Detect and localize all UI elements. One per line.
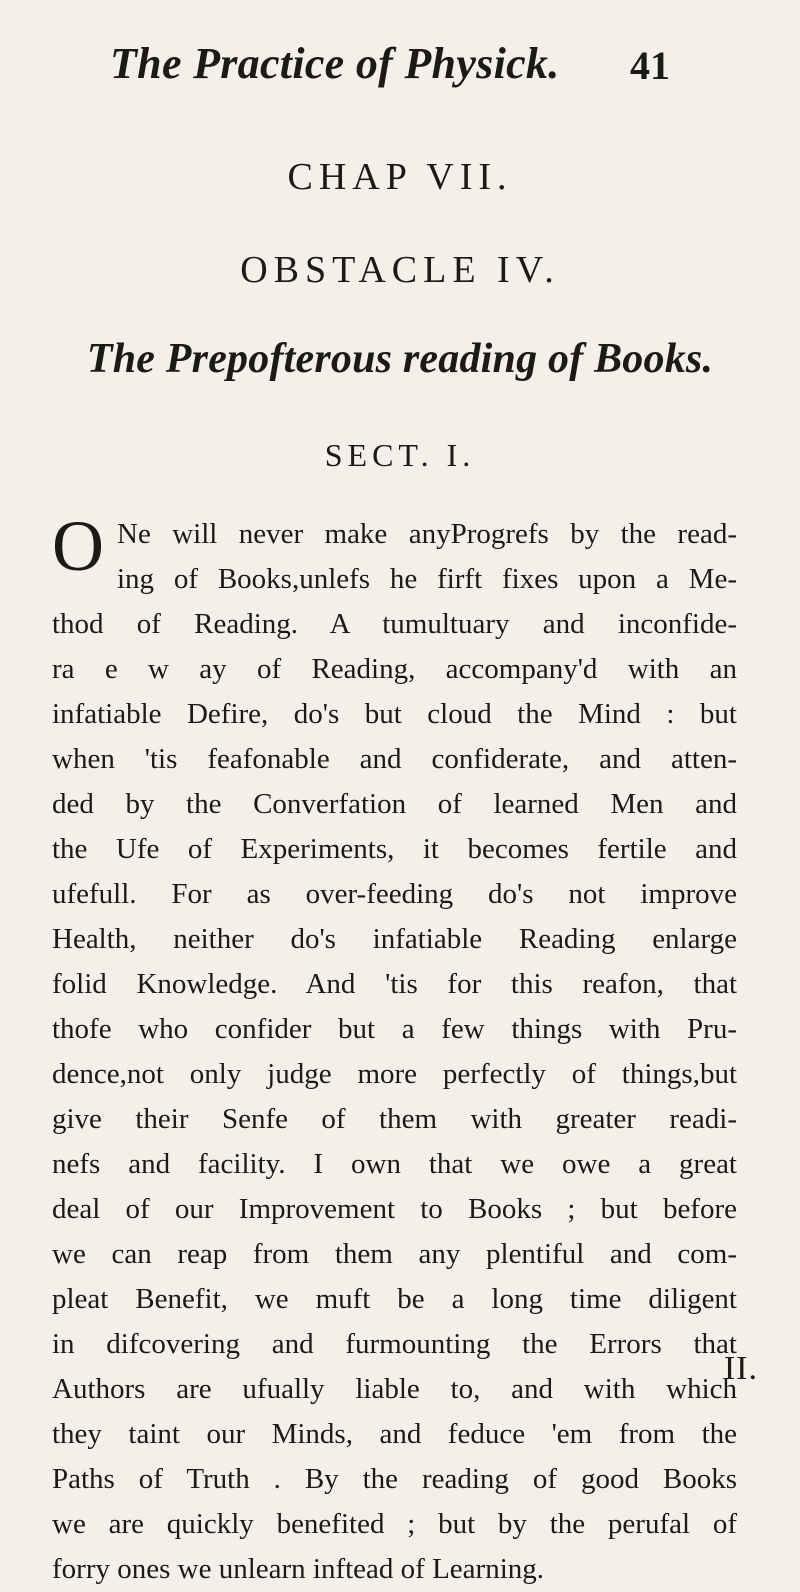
text-line: nefs and facility. I own that we owe a great	[52, 1148, 737, 1180]
text-line: ing of Books,unlefs he firft fixes upon a Me-	[117, 563, 737, 595]
running-head	[110, 38, 670, 98]
text-line: ufefull. For as over-feeding do's not improve	[52, 878, 737, 910]
text-line: Health, neither do's infatiable Reading enlarge	[52, 923, 737, 955]
text-line: dence,not only judge more perfectly of things,but	[52, 1058, 737, 1090]
text-line: forry ones we unlearn inftead of Learning.	[52, 1553, 544, 1585]
text-line: thofe who confider but a few things with Pru-	[52, 1013, 737, 1045]
text-line: when 'tis feafonable and confiderate, and atten-	[52, 743, 737, 775]
drop-cap: O	[52, 506, 104, 586]
text-line: thod of Reading. A tumultuary and inconfide-	[52, 608, 737, 640]
text-line: folid Knowledge. And 'tis for this reafon, that	[52, 968, 737, 1000]
text-line: they taint our Minds, and feduce 'em from the	[52, 1418, 737, 1450]
text-line: pleat Benefit, we muft be a long time diligent	[52, 1283, 737, 1315]
text-line: Ne will never make anyProgrefs by the read-	[117, 518, 737, 550]
body-text	[52, 512, 737, 1592]
running-title: The Practice of Physick.	[110, 39, 560, 88]
text-line: Authors are ufually liable to, and with which	[52, 1373, 737, 1405]
catchword: II.	[723, 1350, 758, 1387]
text-line: we can reap from them any plentiful and com-	[52, 1238, 737, 1270]
section-heading: SECT. I.	[324, 437, 476, 473]
text-line: ra e w ay of Reading, accompany'd with an	[52, 653, 737, 685]
page-number: 41	[630, 43, 670, 88]
text-line: in difcovering and furmounting the Errors that	[52, 1328, 737, 1360]
chapter-subtitle: The Prepofterous reading of Books.	[86, 336, 714, 382]
text-line: ded by the Converfation of learned Men and	[52, 788, 737, 820]
text-line: Paths of Truth . By the reading of good Books	[52, 1463, 737, 1495]
text-line: we are quickly benefited ; but by the perufal of	[52, 1508, 737, 1540]
text-line: give their Senfe of them with greater readi-	[52, 1103, 737, 1135]
text-line: infatiable Defire, do's but cloud the Mind : but	[52, 698, 737, 730]
text-line: the Ufe of Experiments, it becomes fertile and	[52, 833, 737, 865]
chapter-heading: CHAP VII.	[287, 156, 513, 198]
text-line: deal of our Improvement to Books ; but before	[52, 1193, 737, 1225]
obstacle-heading: OBSTACLE IV.	[240, 249, 560, 291]
